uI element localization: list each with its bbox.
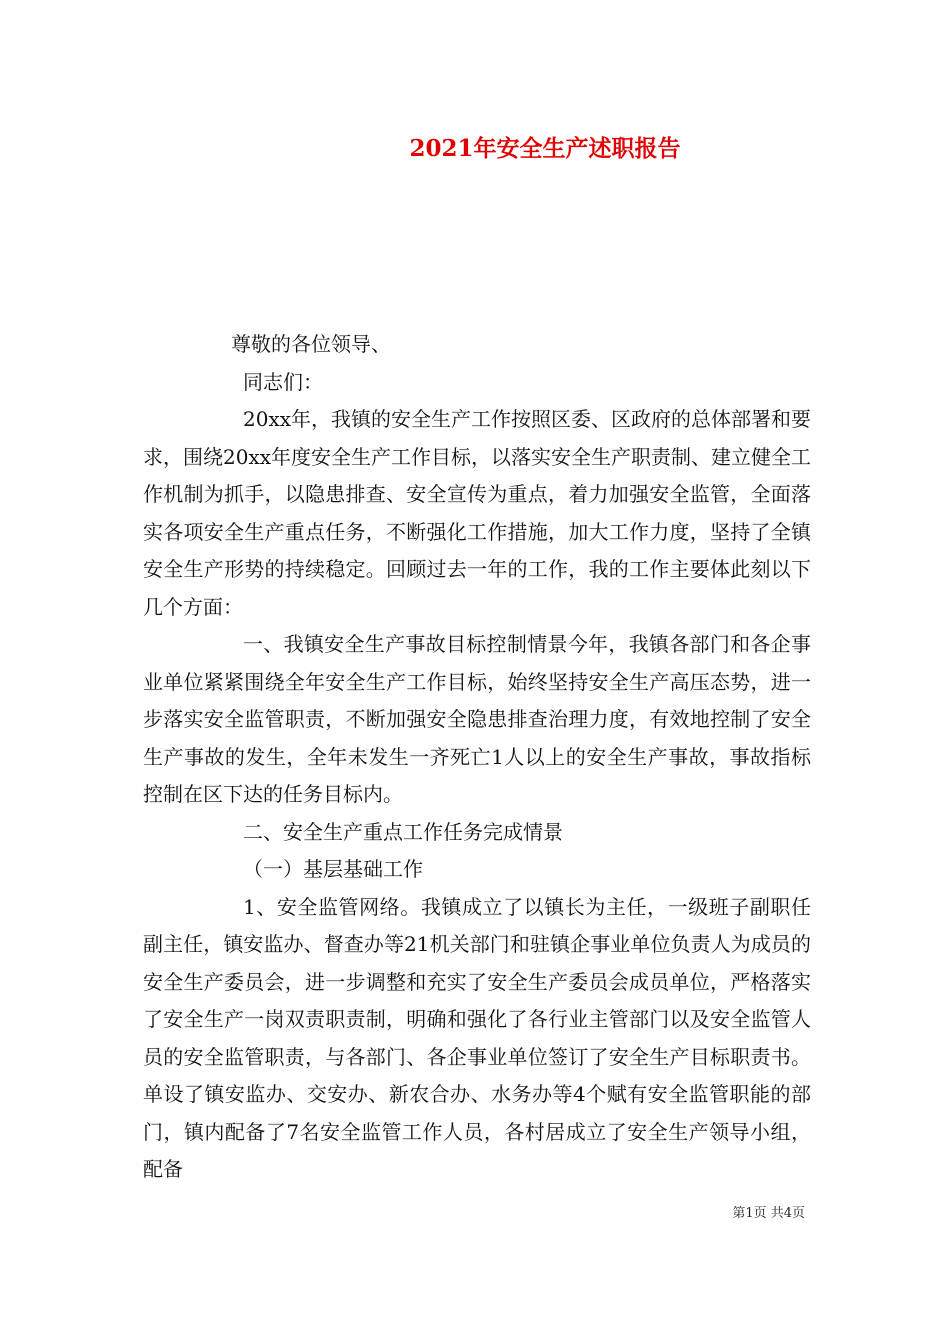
paragraph-intro: 20xx年，我镇的安全生产工作按照区委、区政府的总体部署和要求，围绕20xx年度安全生产工作目标，以落实安全生产职责制、建立健全工作机制为抓手，以隐患排查、安全宣传为重点，着力加强安全监管，全面落实各项安全生产重点任务，不断强化工作措施，加大工作力度，坚持了全镇安全生产形势的持续稳定。回顾过去一年的工作，我的工作主要体此刻以下几个方面： [143, 407, 812, 619]
subsection-heading-1: （一）基层基础工作 [243, 857, 423, 881]
document-body [143, 326, 811, 1189]
document-title: 2021年安全生产述职报告 [409, 135, 681, 162]
salutation-line-1: 尊敬的各位领导、 [231, 332, 391, 356]
salutation-line-2: 同志们： [243, 369, 323, 394]
paragraph-safety-network: 1、安全监管网络。我镇成立了以镇长为主任，一级班子副职任副主任，镇安监办、督查办等21机关部门和驻镇企事业单位负责人为成员的安全生产委员会，进一步调整和充实了安全生产委员会成员单位，严格落实了安全生产一岗双责职责制，明确和强化了各行业主管部门以及安全监管人员的安全监管职责，与各部门、各企事业单位签订了安全生产目标职责书。单设了镇安监办、交安办、新农合办、水务办等4个赋有安全监管职能的部门，镇内配备了7名安全监管工作人员，各村居成立了安全生产领导小组，配备 [143, 894, 811, 1181]
paragraph-section-1: 一、我镇安全生产事故目标控制情景今年，我镇各部门和各企事业单位紧紧围绕全年安全生产工作目标，始终坚持安全生产高压态势，进一步落实安全监管职责，不断加强安全隐患排查治理力度，有效地控制了安全生产事故的发生，全年未发生一齐死亡1人以上的安全生产事故，事故指标控制在区下达的任务目标内。 [143, 632, 811, 806]
section-heading-2: 二、安全生产重点工作任务完成情景 [243, 819, 563, 844]
page-number-footer: 第1页 共4页 [732, 1206, 805, 1221]
